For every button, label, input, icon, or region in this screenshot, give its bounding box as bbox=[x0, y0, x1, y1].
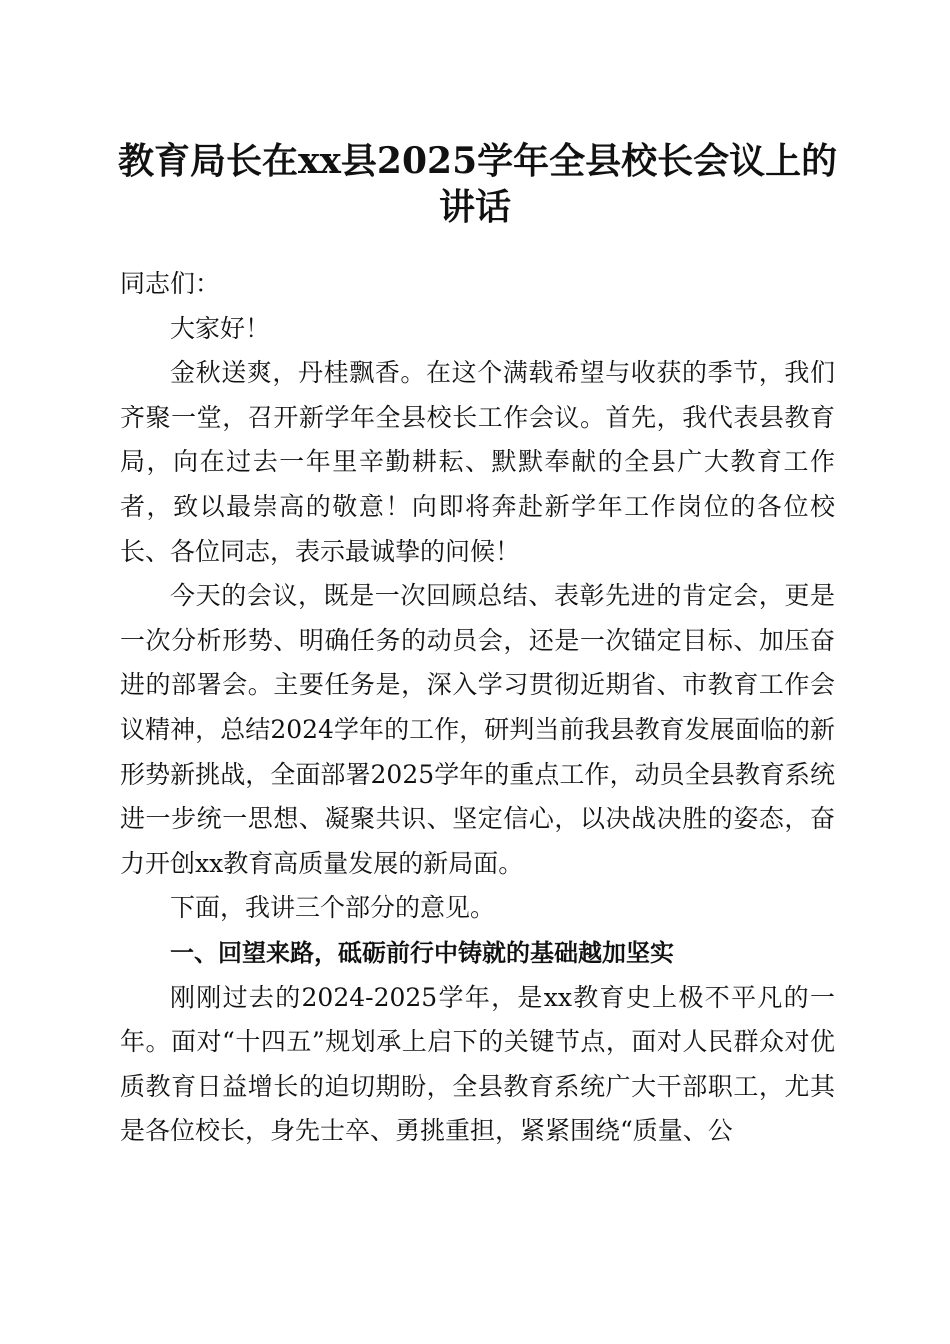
section-heading: 一、回望来路，砥砺前行中铸就的基础越加坚实 bbox=[170, 938, 674, 967]
paragraph-meeting-purpose: 今天的会议，既是一次回顾总结、表彰先进的肯定会，更是一次分析形势、明确任务的动员会，还是一次锚定目标、加压奋进的部署会。主要任务是，深入学习贯彻近期省、市教育工作会议精神，总结2024学年的工作，研判当前我县教育发展面临的新形势新挑战，全面部署2025学年的重点工作，动员全县教育系统进一步统一思想、凝聚共识、坚定信心，以决战决胜的姿态，奋力开创xx教育高质量发展的新局面。 bbox=[120, 581, 835, 878]
document-body bbox=[120, 262, 835, 1154]
greeting: 大家好！ bbox=[170, 313, 271, 343]
paragraph-opening: 金秋送爽，丹桂飘香。在这个满载希望与收获的季节，我们齐聚一堂，召开新学年全县校长工作会议。首先，我代表县教育局，向在过去一年里辛勤耕耘、默默奉献的全县广大教育工作者，致以最崇高的敬意！向即将奔赴新学年工作岗位的各位校长、各位同志，表示最诚挚的问候！ bbox=[120, 358, 835, 566]
salutation: 同志们： bbox=[120, 269, 221, 298]
paragraph-outline: 下面，我讲三个部分的意见。 bbox=[170, 893, 496, 923]
title-line-2: 讲话 bbox=[438, 186, 511, 228]
document-title bbox=[118, 138, 838, 230]
section-paragraph: 刚刚过去的2024-2025学年，是xx教育史上极不平凡的一年。面对“十四五”规划承上启下的关键节点，面对人民群众对优质教育日益增长的迫切期盼，全县教育系统广大干部职工，尤其是各位校长，身先士卒、勇挑重担，紧紧围绕“质量、公 bbox=[120, 982, 835, 1146]
title-line-1: 教育局长在xx县2025学年全县校长会议上的 bbox=[118, 140, 838, 182]
